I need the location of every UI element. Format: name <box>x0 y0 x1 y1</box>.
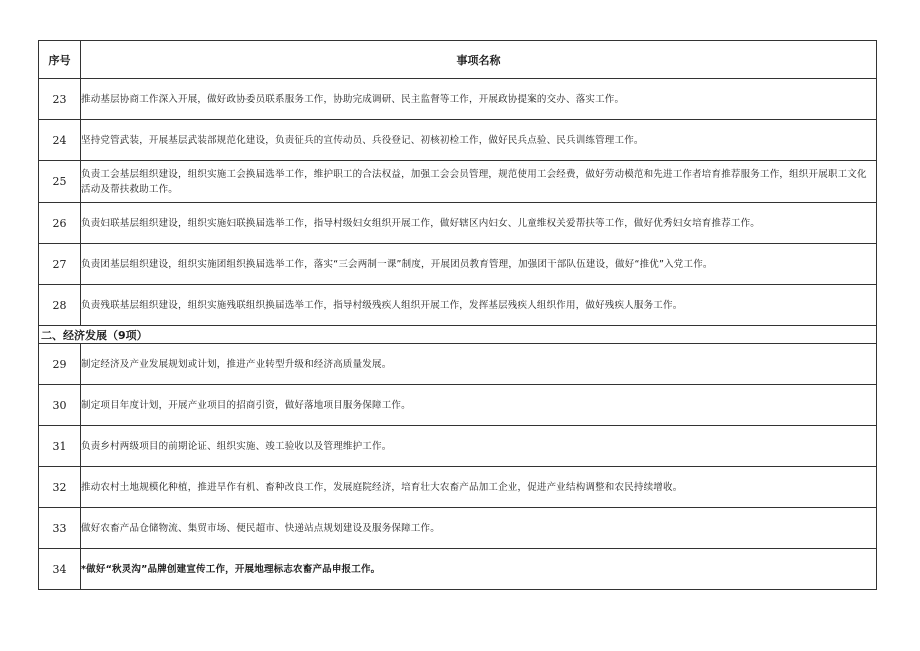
header-item-name: 事项名称 <box>81 41 877 79</box>
row-number: 32 <box>39 467 81 508</box>
row-number: 30 <box>39 385 81 426</box>
section-row <box>39 326 877 344</box>
row-description: 推动农村土地规模化种植，推进旱作有机、畜种改良工作，发展庭院经济，培育壮大农畜产品加工企业，促进产业结构调整和农民持续增收。 <box>81 467 877 508</box>
table-row <box>39 467 877 508</box>
row-number: 24 <box>39 120 81 161</box>
row-number: 28 <box>39 285 81 326</box>
row-number: 25 <box>39 161 81 203</box>
table-row <box>39 203 877 244</box>
row-description: 做好农畜产品仓储物流、集贸市场、便民超市、快递站点规划建设及服务保障工作。 <box>81 508 877 549</box>
row-description: 制定项目年度计划，开展产业项目的招商引资，做好落地项目服务保障工作。 <box>81 385 877 426</box>
row-description: 负责乡村两级项目的前期论证、组织实施、竣工验收以及管理维护工作。 <box>81 426 877 467</box>
section-title: 二、经济发展（9项） <box>39 326 877 344</box>
row-number: 31 <box>39 426 81 467</box>
row-description: 负责团基层组织建设，组织实施团组织换届选举工作，落实“三会两制一课”制度，开展团员教育管理，加强团干部队伍建设，做好“推优”入党工作。 <box>81 244 877 285</box>
table-row <box>39 385 877 426</box>
row-description: 负责残联基层组织建设，组织实施残联组织换届选举工作，指导村级残疾人组织开展工作，发挥基层残疾人组织作用，做好残疾人服务工作。 <box>81 285 877 326</box>
row-description: 负责妇联基层组织建设，组织实施妇联换届选举工作，指导村级妇女组织开展工作，做好辖区内妇女、儿童维权关爱帮扶等工作，做好优秀妇女培育推荐工作。 <box>81 203 877 244</box>
table-row <box>39 285 877 326</box>
table-row <box>39 508 877 549</box>
table-row <box>39 161 877 203</box>
row-number: 23 <box>39 79 81 120</box>
row-number: 27 <box>39 244 81 285</box>
table-row <box>39 244 877 285</box>
row-description: 坚持党管武装，开展基层武装部规范化建设，负责征兵的宣传动员、兵役登记、初核初检工作，做好民兵点验、民兵训练管理工作。 <box>81 120 877 161</box>
row-description: 推动基层协商工作深入开展，做好政协委员联系服务工作，协助完成调研、民主监督等工作，开展政协提案的交办、落实工作。 <box>81 79 877 120</box>
header-number: 序号 <box>39 41 81 79</box>
row-number: 34 <box>39 549 81 590</box>
row-number: 29 <box>39 344 81 385</box>
table-row <box>39 426 877 467</box>
table-row <box>39 79 877 120</box>
items-table <box>38 40 877 590</box>
table-row <box>39 120 877 161</box>
table-row <box>39 549 877 590</box>
row-description: 负责工会基层组织建设，组织实施工会换届选举工作，维护职工的合法权益，加强工会会员管理，规范使用工会经费，做好劳动模范和先进工作者培育推荐服务工作，组织开展职工文化活动及帮扶救助工作。 <box>81 161 877 203</box>
row-description: 制定经济及产业发展规划或计划，推进产业转型升级和经济高质量发展。 <box>81 344 877 385</box>
table-header-row <box>39 41 877 79</box>
row-number: 33 <box>39 508 81 549</box>
row-description: *做好“秋灵沟”品牌创建宣传工作，开展地理标志农畜产品申报工作。 <box>81 549 877 590</box>
row-number: 26 <box>39 203 81 244</box>
table-row <box>39 344 877 385</box>
